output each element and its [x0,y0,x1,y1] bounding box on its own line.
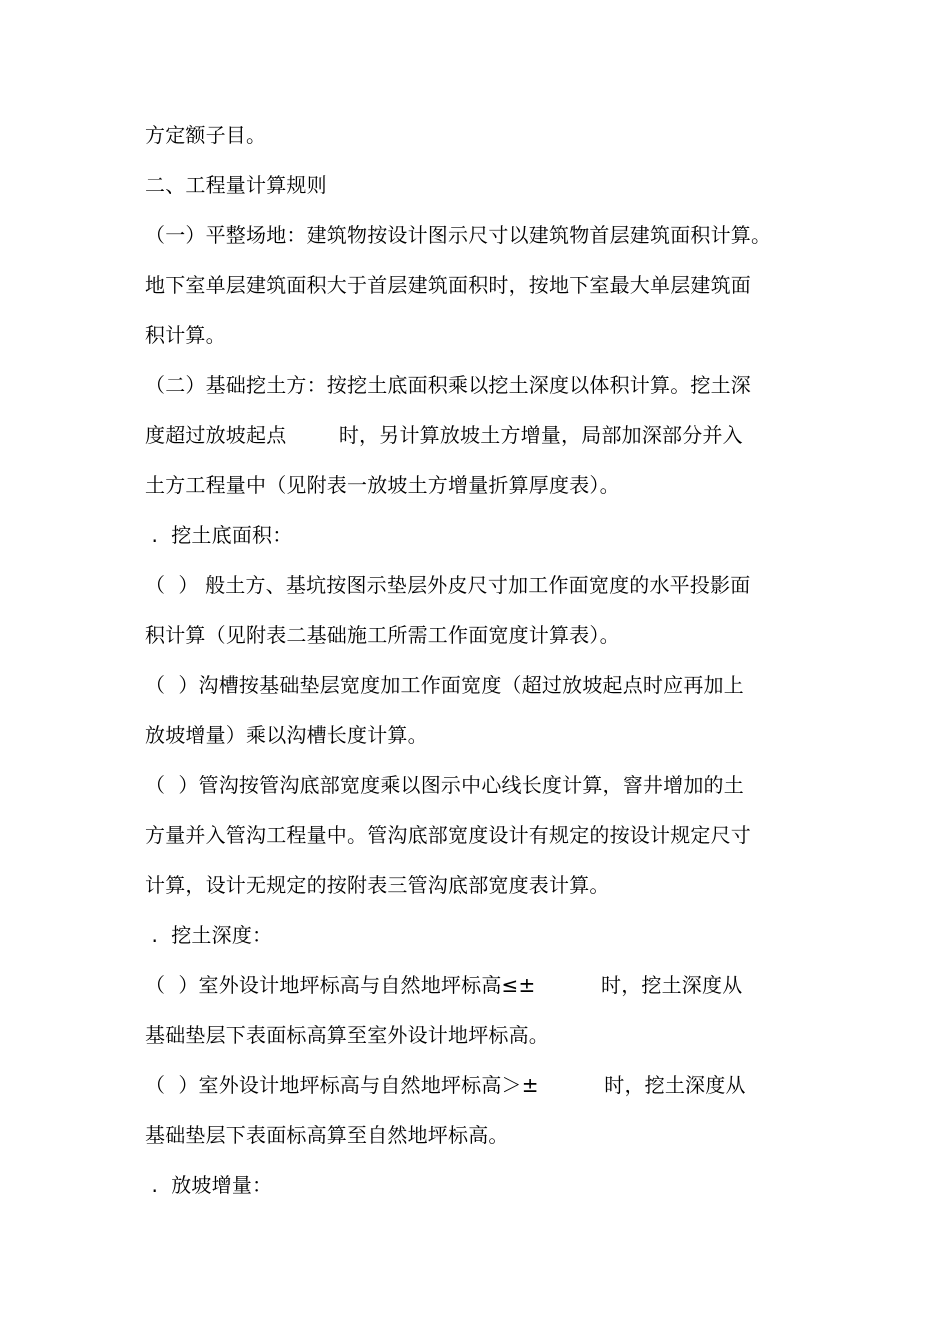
subheading-dig-depth: . 挖土深度： [145,923,273,947]
text-line-11: 积计算（见附表二基础施工所需工作面宽度计算表）。 [145,623,620,647]
text-line-10: （ ） 般土方、基坑按图示垫层外皮尺寸加工作面宽度的水平投影面 [145,573,751,597]
subheading-dig-area: . 挖土底面积： [145,523,293,547]
section-heading: 二、工程量计算规则 [145,173,327,197]
text-line-6: （二）基础挖土方：按挖土底面积乘以挖土深度以体积计算。挖土深 [145,373,751,397]
text-line-15: 方量并入管沟工程量中。管沟底部宽度设计有规定的按设计规定尺寸 [145,823,751,847]
text-line-4: 地下室单层建筑面积大于首层建筑面积时，按地下室最大单层建筑面 [145,273,751,297]
text-line-18: （ ）室外设计地坪标高与自然地坪标高≤± 时，挖土深度从 [145,973,743,997]
text-line-13: 放坡增量）乘以沟槽长度计算。 [145,723,428,747]
text-line-21: 基础垫层下表面标高算至自然地坪标高。 [145,1123,509,1147]
text-line-7: 度超过放坡起点 时，另计算放坡土方增量，局部加深部分并入 [145,423,743,447]
text-line-5: 积计算。 [145,323,226,347]
text-line-20: （ ）室外设计地坪标高与自然地坪标高＞± 时，挖土深度从 [145,1073,746,1097]
text-line-16: 计算，设计无规定的按附表三管沟底部宽度表计算。 [145,873,610,897]
text-line-12: （ ）沟槽按基础垫层宽度加工作面宽度（超过放坡起点时应再加上 [145,673,744,697]
text-line-8: 土方工程量中（见附表一放坡土方增量折算厚度表）。 [145,473,620,497]
text-line-1: 方定额子目。 [145,123,267,147]
text-line-14: （ ）管沟按管沟底部宽度乘以图示中心线长度计算，窨井增加的土 [145,773,744,797]
text-line-19: 基础垫层下表面标高算至室外设计地坪标高。 [145,1023,549,1047]
text-line-3: （一）平整场地：建筑物按设计图示尺寸以建筑物首层建筑面积计算。 [145,223,772,247]
subheading-slope-increment: . 放坡增量： [145,1173,273,1197]
